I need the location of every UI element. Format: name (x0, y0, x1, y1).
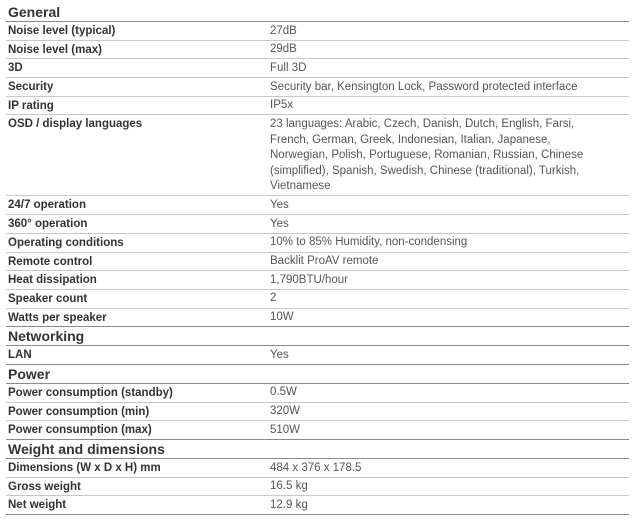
spec-row-power-max (6, 421, 629, 440)
spec-value: 16.5 kg (270, 480, 308, 493)
spec-sheet (6, 0, 629, 515)
spec-value: Yes (270, 217, 289, 230)
section-networking (6, 327, 629, 365)
section-weight-dimensions (6, 440, 629, 515)
spec-value: 0.5W (270, 386, 297, 399)
spec-row-security (6, 78, 629, 97)
spec-row-net-weight (6, 496, 629, 515)
spec-label: OSD / display languages (8, 118, 143, 131)
spec-row-power-standby (6, 384, 629, 403)
spec-label: Heat dissipation (8, 274, 97, 287)
section-general (6, 3, 629, 327)
spec-label: Speaker count (8, 292, 88, 305)
spec-label: Security (8, 81, 54, 94)
spec-row-3d (6, 59, 629, 78)
spec-row-watts-per-speaker (6, 309, 629, 328)
spec-value: 1,790BTU/hour (270, 273, 348, 286)
spec-label: 24/7 operation (8, 199, 86, 212)
spec-row-dimensions (6, 459, 629, 478)
spec-value: Full 3D (270, 61, 307, 74)
spec-label: Noise level (typical) (8, 25, 116, 37)
spec-label: Power consumption (min) (8, 405, 150, 418)
spec-row-heat-dissipation (6, 271, 629, 290)
spec-value: 12.9 kg (270, 498, 308, 511)
spec-value: Yes (270, 348, 289, 361)
section-power (6, 365, 629, 440)
spec-row-operating-conditions (6, 234, 629, 253)
section-title: General (6, 3, 629, 22)
spec-value: 484 x 376 x 178.5 (270, 461, 362, 474)
spec-row-noise-max (6, 41, 629, 60)
spec-label: Remote control (8, 255, 93, 268)
spec-label: 360° operation (8, 218, 88, 231)
spec-label: Watts per speaker (8, 311, 107, 324)
spec-row-gross-weight (6, 478, 629, 497)
spec-label: Net weight (8, 499, 67, 512)
spec-label: Power consumption (standby) (8, 386, 173, 399)
spec-value: Security bar, Kensington Lock, Password protected interface (270, 80, 578, 93)
spec-value: 10W (270, 311, 294, 324)
spec-label: Gross weight (8, 480, 81, 493)
spec-value: 29dB (270, 43, 297, 56)
spec-row-speaker-count (6, 290, 629, 309)
section-title: Weight and dimensions (6, 440, 629, 459)
spec-label: Power consumption (max) (8, 424, 152, 437)
section-title: Power (6, 365, 629, 384)
spec-value: 10% to 85% Humidity, non-condensing (270, 236, 468, 249)
spec-row-360 (6, 215, 629, 234)
spec-value: IP5x (270, 99, 294, 112)
spec-label: Dimensions (W x D x H) mm (8, 462, 161, 474)
spec-row-lan (6, 346, 629, 365)
spec-label: LAN (8, 349, 32, 362)
spec-row-remote-control (6, 253, 629, 272)
spec-value: 320W (270, 405, 301, 418)
spec-row-ip-rating (6, 97, 629, 116)
spec-label: Operating conditions (8, 236, 124, 249)
spec-value: Backlit ProAV remote (270, 255, 379, 267)
spec-value: Yes (270, 198, 289, 211)
spec-row-power-min (6, 403, 629, 422)
spec-label: Noise level (max) (8, 43, 102, 56)
spec-value: 510W (270, 423, 301, 436)
spec-label: 3D (8, 62, 23, 75)
spec-row-osd-languages (6, 115, 629, 196)
section-title: Networking (6, 327, 629, 346)
spec-value: 27dB (270, 24, 297, 37)
spec-row-24-7 (6, 196, 629, 215)
spec-value: 2 (270, 292, 277, 305)
spec-value: 23 languages: Arabic, Czech, Danish, Dutch, English, Farsi, French, German, Greek, Indonesian, Italian, Japanese, Norwegian, Polish, Portuguese, Romanian, Russian, Chinese (simplified), Spanish, Swedish, Chinese (traditional), Turkish, Vietnamese (270, 117, 584, 193)
spec-label: IP rating (8, 99, 54, 112)
spec-row-noise-typical (6, 22, 629, 41)
